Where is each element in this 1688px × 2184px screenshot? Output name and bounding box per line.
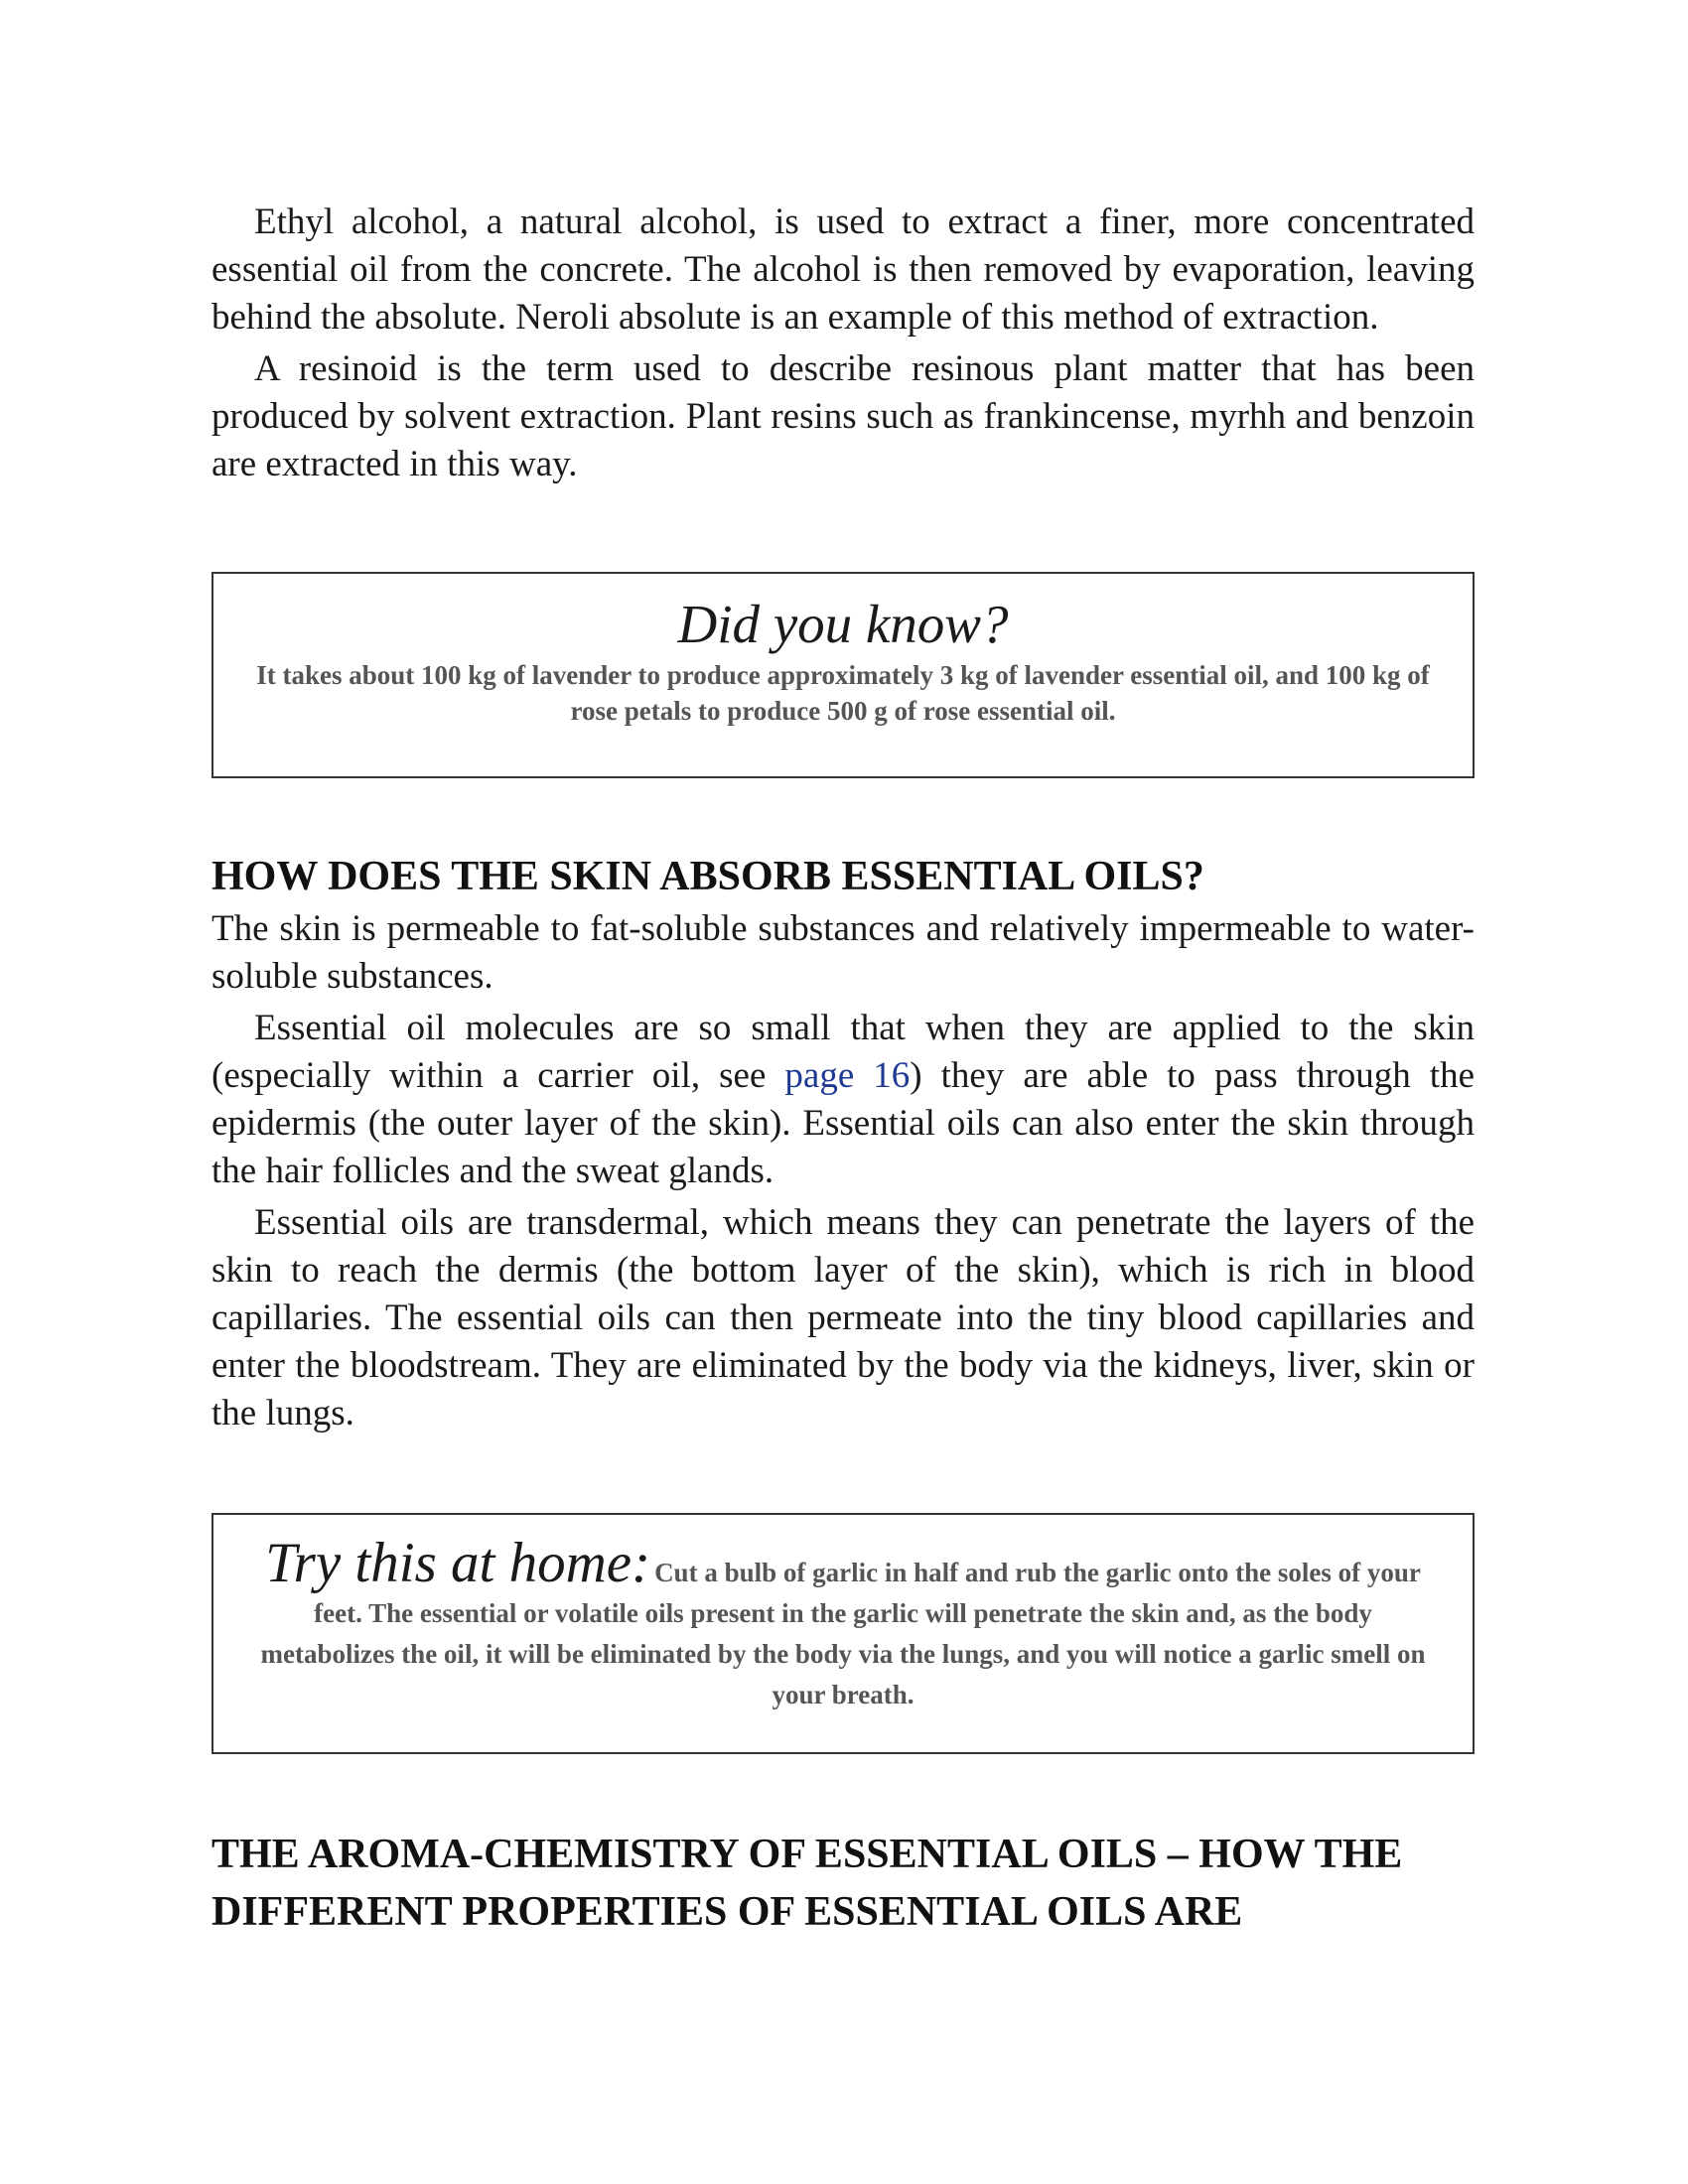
did-you-know-box	[211, 572, 1475, 778]
skin-paragraph-1: The skin is permeable to fat-soluble substances and relatively impermeable to water-soluble substances.	[211, 908, 1475, 997]
intro-paragraph-1: Ethyl alcohol, a natural alcohol, is used to extract a finer, more concentrated essential oil from the concrete. The alcohol is then removed by evaporation, leaving behind the absolute. Neroli absolute is an example of this method of extraction.	[211, 202, 1475, 338]
skin-paragraph-2	[211, 1005, 1475, 1195]
intro-paragraph-2: A resinoid is the term used to describe resinous plant matter that has been produced by solvent extraction. Plant resins such as frankincense, myrhh and benzoin are extracted in this way.	[211, 348, 1475, 484]
try-this-at-home-box	[211, 1513, 1475, 1754]
document-page	[211, 199, 1475, 1941]
try-this-at-home-text: Cut a bulb of garlic in half and rub the garlic onto the soles of your feet. The essential or volatile oils present in the garlic will penetrate the skin and, as the body metabolizes the oil, it will be eliminated by the body via the lungs, and you will notice a garlic smell on your breath.	[260, 1558, 1426, 1709]
try-this-at-home-content	[253, 1532, 1433, 1717]
try-this-at-home-title: Try this at home:	[265, 1532, 651, 1594]
skin-paragraph-2-end: ) they are able to pass through the epidermis (the outer layer of the skin). Essential oils can also enter the skin through the hair follicles and the sweat glands.	[211, 1055, 1475, 1191]
did-you-know-title: Did you know?	[677, 594, 1009, 654]
page-16-link[interactable]: page 16	[784, 1055, 911, 1096]
skin-absorb-section	[211, 905, 1475, 1437]
skin-absorb-heading: HOW DOES THE SKIN ABSORB ESSENTIAL OILS?	[211, 854, 1204, 899]
did-you-know-text: It takes about 100 kg of lavender to produce approximately 3 kg of lavender essential oil, and 100 kg of rose petals to produce 500 g of rose essential oil.	[256, 660, 1430, 726]
skin-paragraph-2-start: Essential oil molecules are so small that when they are applied to the skin (especially within a carrier oil, see	[211, 1008, 1475, 1096]
aroma-chemistry-heading: THE AROMA-CHEMISTRY OF ESSENTIAL OILS – HOW THE DIFFERENT PROPERTIES OF ESSENTIAL OILS ARE	[211, 1832, 1403, 1935]
skin-paragraph-3: Essential oils are transdermal, which means they can penetrate the layers of the skin to reach the dermis (the bottom layer of the skin), which is rich in blood capillaries. The essential oils can then permeate into the tiny blood capillaries and enter the bloodstream. They are eliminated by the body via the kidneys, liver, skin or the lungs.	[211, 1202, 1475, 1433]
